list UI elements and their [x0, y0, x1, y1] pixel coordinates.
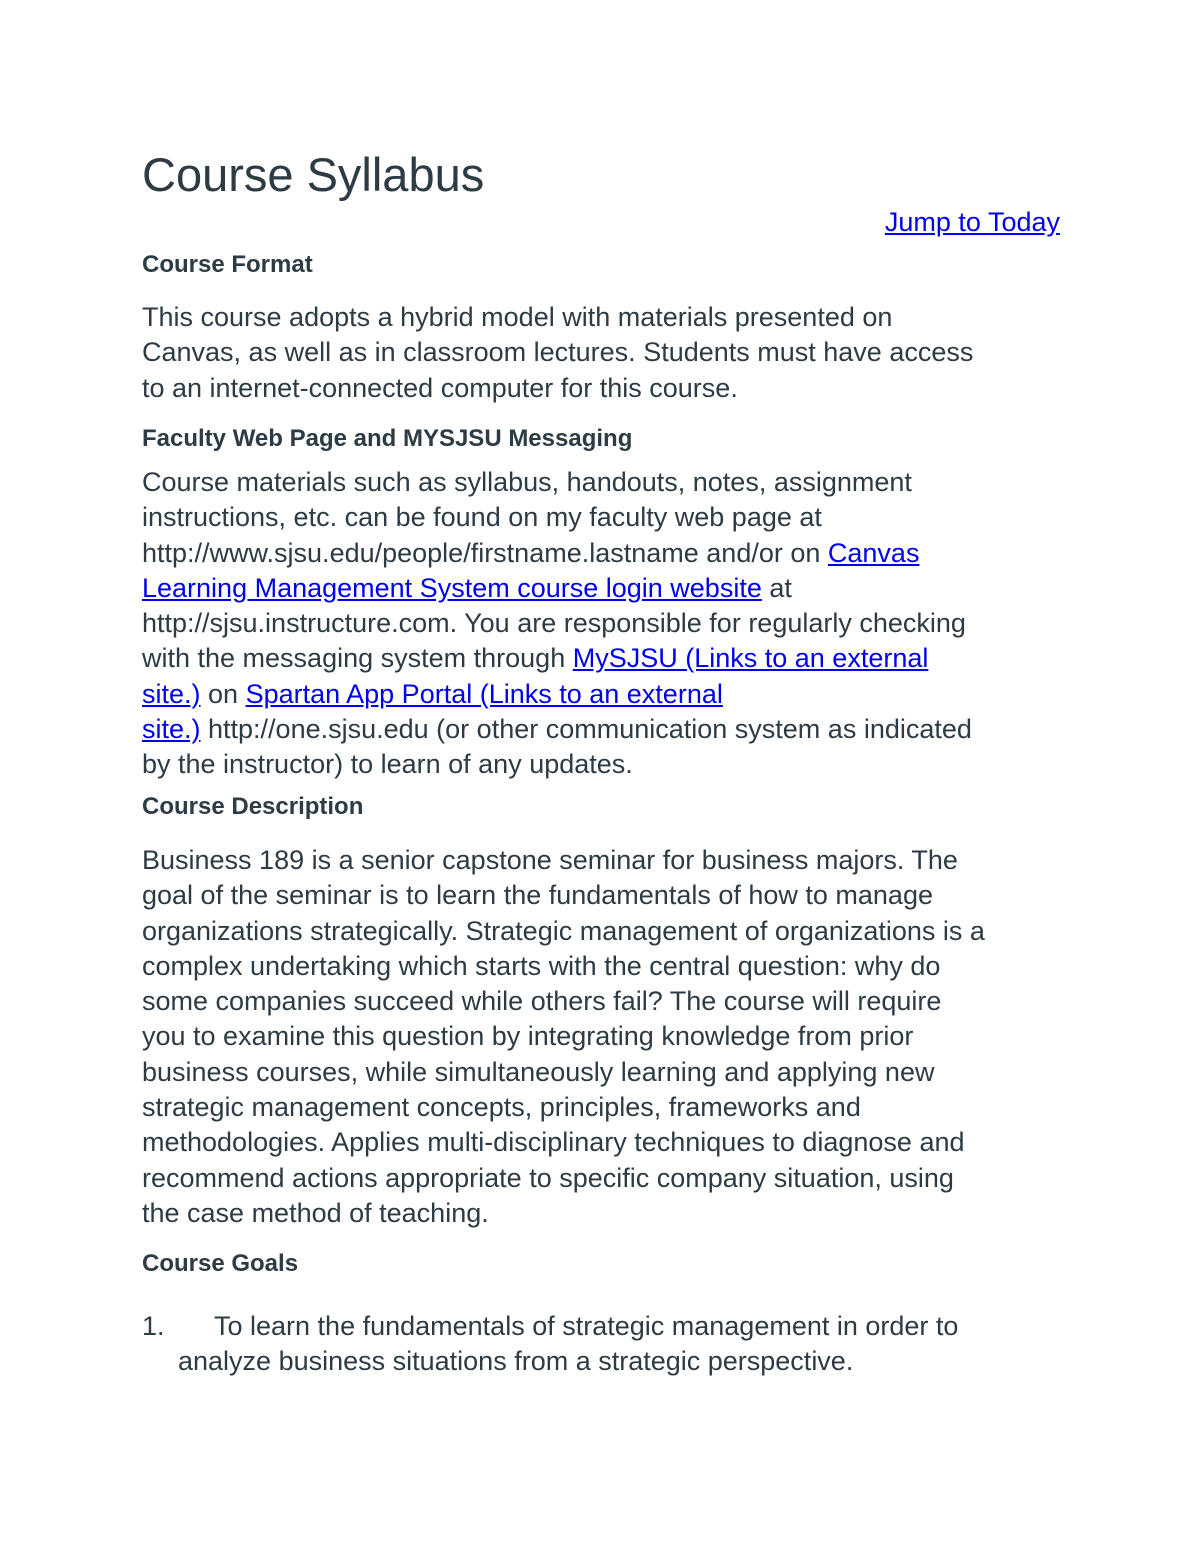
goal-first-line: [142, 1309, 1062, 1344]
paragraph-line: recommend actions appropriate to specific company situation, using: [142, 1162, 954, 1193]
course-format-heading: Course Format: [142, 251, 313, 278]
paragraph-line: instructions, etc. can be found on my faculty web page at: [142, 502, 822, 533]
canvas-lms-link-continued[interactable]: Learning Management System course login website: [142, 572, 762, 603]
paragraph-line: Canvas, as well as in classroom lectures. Students must have access: [142, 337, 974, 368]
inline-text: at: [761, 572, 792, 603]
goal-list-item: [142, 1309, 1062, 1380]
course-description-heading: Course Description: [142, 793, 364, 820]
page-title: Course Syllabus: [142, 148, 485, 201]
paragraph-line: by the instructor) to learn of any updates.: [142, 749, 633, 780]
spartan-app-portal-link[interactable]: Spartan App Portal (Links to an external: [245, 678, 723, 709]
paragraph-line: you to examine this question by integrating knowledge from prior: [142, 1021, 914, 1052]
mysjsu-link[interactable]: MySJSU (Links to an external: [572, 643, 929, 674]
paragraph-line: methodologies. Applies multi-disciplinary techniques to diagnose and: [142, 1127, 965, 1158]
paragraph-line: This course adopts a hybrid model with materials presented on: [142, 302, 893, 332]
inline-text: http://one.sjsu.edu (or other communication system as indicated: [200, 714, 972, 745]
course-format-text: [142, 300, 1062, 406]
jump-to-today-link[interactable]: Jump to Today: [884, 207, 1060, 237]
paragraph-line: business courses, while simultaneously learning and applying new: [142, 1056, 935, 1087]
paragraph-line: [142, 536, 1062, 571]
paragraph-line: complex undertaking which starts with the central question: why do: [142, 950, 941, 981]
paragraph-line: some companies succeed while others fail? The course will require: [142, 986, 942, 1017]
course-goals-heading: Course Goals: [142, 1250, 299, 1277]
course-description-text: [142, 843, 1062, 1231]
paragraph-line: organizations strategically. Strategic management of organizations is a: [142, 915, 985, 946]
paragraph-line: Business 189 is a senior capstone seminar for business majors. The: [142, 845, 958, 875]
goal-number: 1.: [142, 1311, 165, 1341]
faculty-url-text: http://www.sjsu.edu/people/firstname.lastname and/or on: [142, 537, 828, 568]
goal-text: To learn the fundamentals of strategic management in order to: [214, 1311, 959, 1341]
paragraph-line: [142, 677, 1062, 712]
goal-text-continued: analyze business situations from a strategic perspective.: [178, 1346, 854, 1377]
faculty-web-page-text: [142, 465, 1062, 783]
inline-text: on: [200, 678, 246, 709]
paragraph-line: the case method of teaching.: [142, 1197, 489, 1228]
inline-text: with the messaging system through: [142, 643, 573, 674]
paragraph-line: http://sjsu.instructure.com. You are responsible for regularly checking: [142, 608, 966, 639]
paragraph-line: goal of the seminar is to learn the fundamentals of how to manage: [142, 880, 933, 911]
paragraph-line: [142, 641, 1062, 676]
mysjsu-link-continued[interactable]: site.): [142, 678, 201, 709]
paragraph-line: to an internet-connected computer for this course.: [142, 372, 738, 403]
paragraph-line: [142, 571, 1062, 606]
paragraph-line: Course materials such as syllabus, handouts, notes, assignment: [142, 467, 912, 497]
faculty-web-page-heading: Faculty Web Page and MYSJSU Messaging: [142, 425, 633, 452]
paragraph-line: [142, 712, 1062, 747]
spartan-app-portal-link-continued[interactable]: site.): [142, 714, 201, 745]
paragraph-line: strategic management concepts, principles, frameworks and: [142, 1092, 861, 1123]
canvas-lms-link[interactable]: Canvas: [827, 537, 920, 568]
